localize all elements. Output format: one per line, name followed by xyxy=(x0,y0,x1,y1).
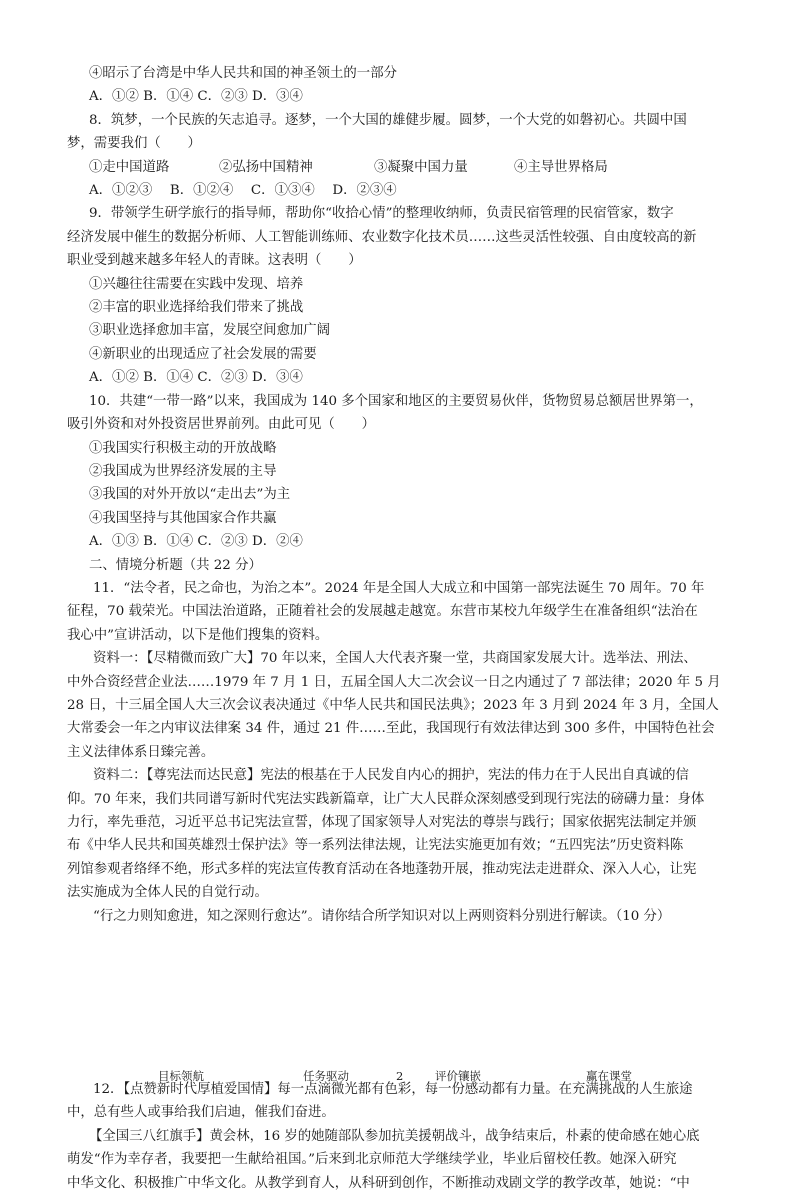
q9-option-1: ①兴趣往往需要在实践中发现、培养 xyxy=(89,276,304,292)
q10-option-1: ①我国实行积极主动的开放战略 xyxy=(89,440,277,456)
q11-material-2-cont: 法实施成为全体人民的自觉行动。 xyxy=(67,885,268,901)
q10-option-4: ④我国坚持与其他国家合作共赢 xyxy=(89,510,277,526)
q9-stem-cont: 职业受到越来越多年轻人的青睐。这表明（ ） xyxy=(67,253,362,269)
q8-option-4: ④主导世界格局 xyxy=(514,159,608,175)
q11-prompt: “行之力则知愈进，知之深则行愈达”。请你结合所学知识对以上两则资料分别进行解读。（10 分） xyxy=(93,908,671,924)
q7-option-4: ④昭示了台湾是中华人民共和国的神圣领土的一部分 xyxy=(89,66,397,81)
q8-stem: 8．筑梦，一个民族的矢志追寻。逐梦，一个大国的雄健步履。圆梦，一个大党的如磐初心。共圆中国 xyxy=(89,112,687,128)
q8-answer-choices: A．①②③ B．①②④ C．①③④ D．②③④ xyxy=(89,183,397,199)
q9-answer-choices: A．①② B．①④ C．②③ D．③④ xyxy=(89,370,303,386)
q10-answer-choices: A．①③ B．①④ C．②③ D．②④ xyxy=(89,534,303,550)
q11-stem: 11．“法令者，民之命也，为治之本”。2024 年是全国人大成立和中国第一部宪法诞生 70 周年。70 年 xyxy=(93,580,705,596)
q8-option-3: ③凝聚中国力量 xyxy=(374,159,468,175)
footer-item: 赢在课堂 xyxy=(586,1069,632,1083)
q7-answer-choices: A．①② B．①④ C．②③ D．③④ xyxy=(89,89,303,105)
q11-material-2-cont: 布《中华人民共和国英雄烈士保护法》等一系列法律法规，让宪法实施更加有效；“五四宪法”历史资料陈 xyxy=(67,838,684,854)
q9-option-2: ②丰富的职业选择给我们带来了挑战 xyxy=(89,300,304,316)
answer-space xyxy=(67,928,727,1078)
q9-stem: 9．带领学生研学旅行的指导师，帮助你“收拾心情”的整理收纳师，负责民宿管理的民宿管家，数字 xyxy=(89,206,674,222)
q12-stem-cont: 中，总有些人或事给我们启迪，催我们奋进。 xyxy=(67,1105,335,1121)
q9-stem-cont: 经济发展中催生的数据分析师、人工智能训练师、农业数字化技术员……这些灵活性较强、自由度较高的新 xyxy=(67,229,697,245)
q11-material-1-cont: 主义法律体系日臻完善。 xyxy=(67,744,215,760)
q11-material-2: 资料二：【尊宪法而达民意】宪法的根基在于人民发自内心的拥护，宪法的伟力在于人民出自真诚的信 xyxy=(93,768,689,784)
q10-stem: 10．共建“一带一路”以来，我国成为 140 多个国家和地区的主要贸易伙伴，货物贸易总额居世界第一， xyxy=(89,393,703,409)
q11-stem-cont: 征程，70 载荣光。中国法治道路，正随着社会的发展越走越宽。东营市某校九年级学生在准备组织“法治在 xyxy=(67,604,698,620)
q11-stem-cont: 我心中”宣讲活动，以下是他们搜集的资料。 xyxy=(67,627,329,643)
page-footer xyxy=(0,1066,794,1086)
q8-stem-cont: 梦，需要我们（ ） xyxy=(67,136,201,152)
q9-option-4: ④新职业的出现适应了社会发展的需要 xyxy=(89,346,317,362)
q8-option-1: ①走中国道路 xyxy=(89,159,170,175)
q12-material-cont: 萌发“作为幸存者，我要把一生献给祖国。”后来到北京师范大学继续学业，毕业后留校任教。她深入研究 xyxy=(67,1152,677,1168)
footer-item: 评价镶嵌 xyxy=(435,1069,481,1083)
q11-material-2-cont: 仰。70 年来，我们共同谱写新时代宪法实践新篇章，让广大人民群众深刻感受到现行宪法的磅礴力量：身体 xyxy=(67,791,705,807)
q10-option-3: ③我国的对外开放以“走出去”为主 xyxy=(89,487,291,503)
q10-option-2: ②我国成为世界经济发展的主导 xyxy=(89,463,277,479)
section-heading: 二、情境分析题（共 22 分） xyxy=(89,557,262,573)
footer-item: 目标领航 xyxy=(158,1069,204,1083)
q11-material-1-cont: 中外合资经营企业法……1979 年 7 月 1 日，五届全国人大二次会议一日之内通过了 7 部法律；2020 年 5 月 xyxy=(67,674,721,690)
q11-material-1-cont: 大常委会一年之内审议法律案 34 件，通过 21 件……至此，我国现行有效法律达到 300 多件，中国特色社会 xyxy=(67,721,715,737)
q10-stem-cont: 吸引外资和对外投资居世界前列。由此可见（ ） xyxy=(67,417,375,433)
document-body xyxy=(67,62,727,1195)
q11-material-2-cont: 列馆参观者络绎不绝，形式多样的宪法宣传教育活动在各地蓬勃开展，推动宪法走进群众、深入人心，让宪 xyxy=(67,861,697,877)
page-number: 2 xyxy=(396,1069,404,1083)
q12-material: 【全国三八红旗手】黄会林，16 岁的她随部队参加抗美援朝战斗，战争结束后，朴素的使命感在她心底 xyxy=(89,1128,700,1144)
q11-material-2-cont: 力行，率先垂范，习近平总书记宪法宣誓，体现了国家领导人对宪法的尊崇与践行；国家依据宪法制定并颁 xyxy=(67,815,697,830)
q8-options xyxy=(67,156,727,179)
q12-stem: 12．【点赞新时代厚植爱国情】每一点滴微光都有色彩，每一份感动都有力量。在充满挑战的人生旅途 xyxy=(93,1082,693,1098)
q12-material-cont: 中华文化、积极推广中华文化。从教学到育人，从科研到创作，不断推动戏剧文学的教学改革，她说：“中 xyxy=(67,1175,690,1191)
q9-option-3: ③职业选择愈加丰富，发展空间愈加广阔 xyxy=(89,323,331,339)
q11-material-1: 资料一：【尽精微而致广大】70 年以来，全国人大代表齐聚一堂，共商国家发展大计。选举法、刑法、 xyxy=(93,651,697,667)
q8-option-2: ②弘扬中国精神 xyxy=(219,159,313,175)
q11-material-1-cont: 28 日，十三届全国人大三次会议表决通过《中华人民共和国民法典》；2023 年 3 月到 2024 年 3 月，全国人 xyxy=(67,697,719,713)
footer-item: 任务驱动 xyxy=(303,1069,349,1083)
